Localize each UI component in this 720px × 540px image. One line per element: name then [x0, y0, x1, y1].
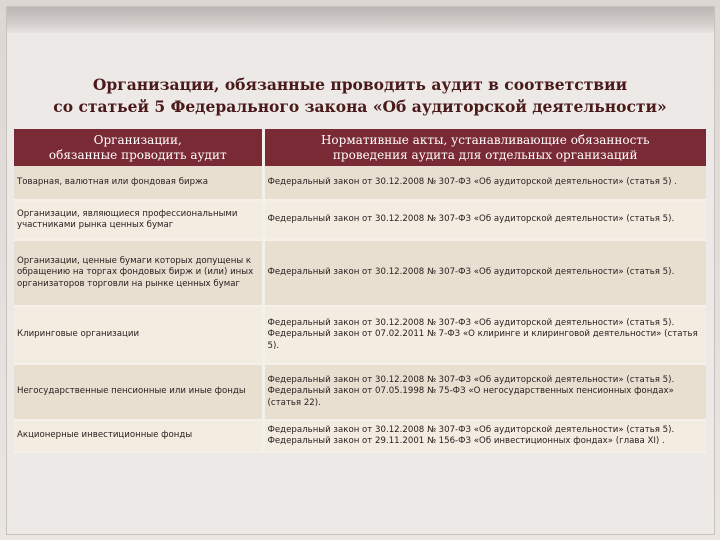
header-organizations-line1: Организации,	[93, 132, 182, 147]
header-regulations-line1: Нормативные акты, устанавливающие обязанность	[320, 132, 650, 147]
organization-cell: Негосударственные пенсионные или иные фонды	[14, 364, 263, 420]
header-organizations-line2: обязанные проводить аудит	[48, 147, 227, 162]
organization-cell: Организации, ценные бумаги которых допущены к обращению на торгах фондовых бирж и (или) иных организаторов торговли на рынке ценных бумаг	[14, 240, 263, 306]
table-row	[14, 166, 706, 200]
table-header-row	[14, 129, 706, 166]
title-line-1: Организации, обязанные проводить аудит в соответствии	[92, 75, 628, 94]
regulation-cell: Федеральный закон от 30.12.2008 № 307-ФЗ «Об аудиторской деятельности» (статья 5) .	[263, 166, 706, 200]
organization-cell: Акционерные инвестиционные фонды	[14, 420, 263, 452]
slide-title	[0, 74, 720, 118]
organization-cell: Организации, являющиеся профессиональными участниками рынка ценных бумаг	[14, 200, 263, 240]
regulation-cell: Федеральный закон от 30.12.2008 № 307-ФЗ «Об аудиторской деятельности» (статья 5). Федеральный закон от 07.05.1998 № 75-ФЗ «О негосударственных пенсионных фондах» (статья 22).	[263, 364, 706, 420]
table-row	[14, 200, 706, 240]
header-regulations	[263, 129, 706, 166]
table-row	[14, 364, 706, 420]
table-row	[14, 420, 706, 452]
title-line-2: со статьей 5 Федерального закона «Об аудиторской деятельности»	[53, 97, 667, 116]
regulation-cell: Федеральный закон от 30.12.2008 № 307-ФЗ «Об аудиторской деятельности» (статья 5).	[263, 240, 706, 306]
organization-cell: Клиринговые организации	[14, 306, 263, 364]
organization-cell: Товарная, валютная или фондовая биржа	[14, 166, 263, 200]
header-regulations-line2: проведения аудита для отдельных организаций	[332, 147, 638, 162]
table-row	[14, 240, 706, 306]
table-row	[14, 306, 706, 364]
header-organizations	[14, 129, 263, 166]
regulation-cell: Федеральный закон от 30.12.2008 № 307-ФЗ «Об аудиторской деятельности» (статья 5). Федеральный закон от 29.11.2001 № 156-ФЗ «Об инвестиционных фондах» (глава XI) .	[263, 420, 706, 452]
regulation-cell: Федеральный закон от 30.12.2008 № 307-ФЗ «Об аудиторской деятельности» (статья 5). Федеральный закон от 07.02.2011 № 7-ФЗ «О клиринге и клиринговой деятельности» (статья 5).	[263, 306, 706, 364]
audit-table	[14, 129, 706, 453]
header-stripe	[7, 7, 714, 33]
regulation-cell: Федеральный закон от 30.12.2008 № 307-ФЗ «Об аудиторской деятельности» (статья 5).	[263, 200, 706, 240]
